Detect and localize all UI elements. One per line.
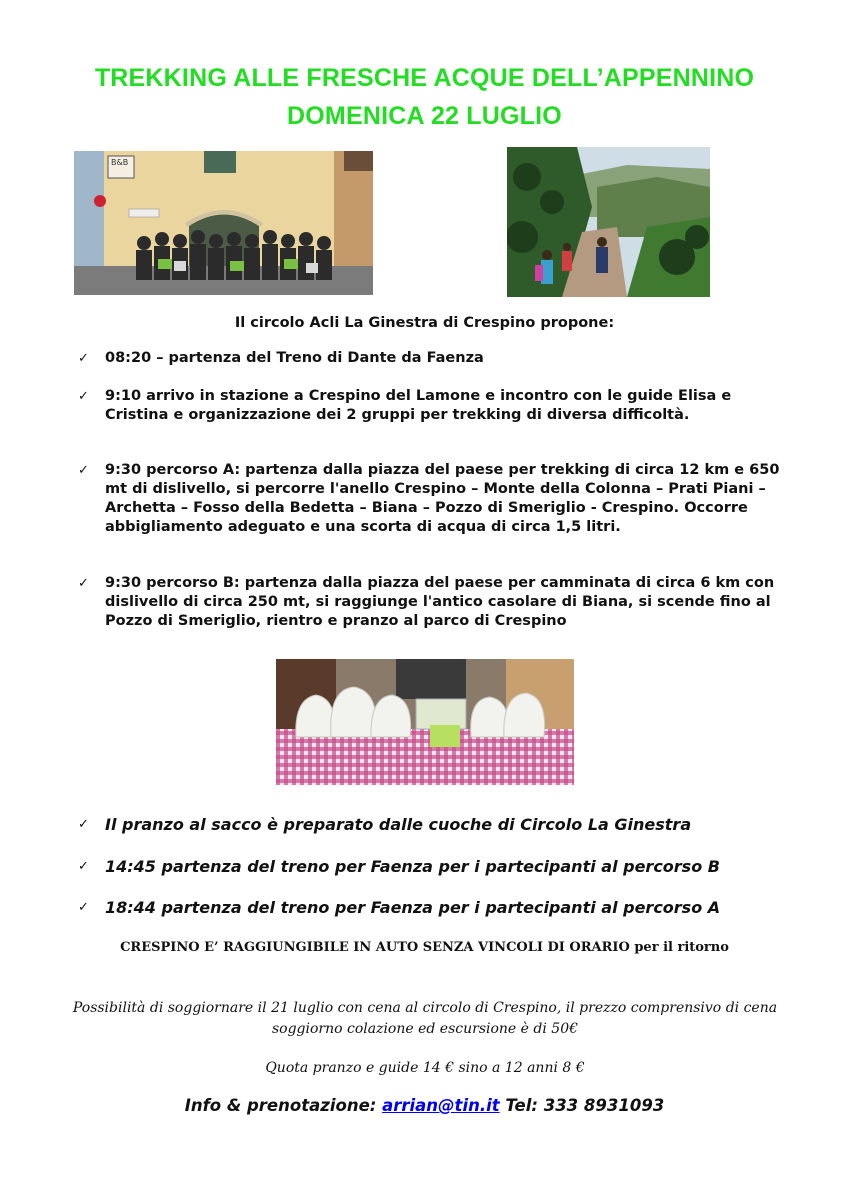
check-mark-icon: ✓: [78, 463, 89, 478]
intro-text: Il circolo Acli La Ginestra di Crespino propone:: [234, 315, 615, 331]
check-mark-icon: ✓: [78, 389, 89, 404]
check-mark-icon: ✓: [78, 817, 89, 832]
car-access-notice: [0, 940, 849, 955]
title-line-2: DOMENICA 22 LUGLIO: [287, 102, 562, 130]
trail-photo: [507, 147, 710, 297]
check-mark-icon: ✓: [78, 900, 89, 915]
bnb-sign-text: B&B: [111, 158, 129, 167]
phone-number: Tel: 333 8931093: [505, 1096, 665, 1115]
schedule-item-text: 9:30 percorso A: partenza dalla piazza del paese per trekking di circa 12 km e 650 mt di dislivello, si percorre l'anello Crespino – Monte della Colonna – Prati Piani – Archetta – Fosso della Bedetta – Biana – Pozzo di Smeriglio - Crespino. Occorre abbigliamento adeguato e una scorta di acqua di circa 1,5 litri.: [105, 462, 780, 535]
group-photo: [74, 151, 373, 295]
contact-label: Info & prenotazione:: [184, 1096, 377, 1115]
title-line-1: TREKKING ALLE FRESCHE ACQUE DELL’APPENNINO: [94, 64, 755, 92]
lunch-table-photo: [276, 659, 574, 785]
schedule-item: [78, 387, 798, 425]
extra-item-text: Il pranzo al sacco è preparato dalle cuoche di Circolo La Ginestra: [105, 815, 692, 834]
extra-item-text: 14:45 partenza del treno per Faenza per i partecipanti al percorso B: [105, 857, 720, 876]
stay-offer: Possibilità di soggiornare il 21 luglio con cena al circolo di Crespino, il prezzo comprensivo di cena soggiorno colazione ed escursione è di 50€: [72, 1000, 778, 1037]
schedule-item: [78, 574, 798, 631]
schedule-item: [78, 349, 798, 368]
schedule-item-text: 9:30 percorso B: partenza dalla piazza del paese per camminata di circa 6 km con dislivello di circa 250 mt, si raggiunge l'antico casolare di Biana, si scende fino al Pozzo di Smeriglio, rientro e pranzo al parco di Crespino: [105, 575, 775, 629]
extra-item: [78, 898, 798, 918]
contact-info: [0, 1096, 849, 1115]
notice-caps: CRESPINO E’ RAGGIUNGIBILE IN AUTO SENZA VINCOLI DI ORARIO: [120, 940, 630, 955]
email-link[interactable]: arrian@tin.it: [382, 1096, 500, 1115]
check-mark-icon: ✓: [78, 859, 89, 874]
extra-item: [78, 857, 798, 877]
schedule-item: [78, 461, 798, 537]
schedule-item-text: 9:10 arrivo in stazione a Crespino del Lamone e incontro con le guide Elisa e Cristina e organizzazione dei 2 gruppi per trekking di diversa difficoltà.: [105, 388, 732, 423]
check-mark-icon: ✓: [78, 351, 89, 366]
notice-tail: per il ritorno: [634, 940, 729, 955]
schedule-item-text: 08:20 – partenza del Treno di Dante da Faenza: [105, 350, 484, 366]
check-mark-icon: ✓: [78, 576, 89, 591]
extra-item-text: 18:44 partenza del treno per Faenza per i partecipanti al percorso A: [105, 898, 721, 917]
extra-item: [78, 815, 798, 835]
price-info: Quota pranzo e guide 14 € sino a 12 anni 8 €: [265, 1060, 585, 1076]
